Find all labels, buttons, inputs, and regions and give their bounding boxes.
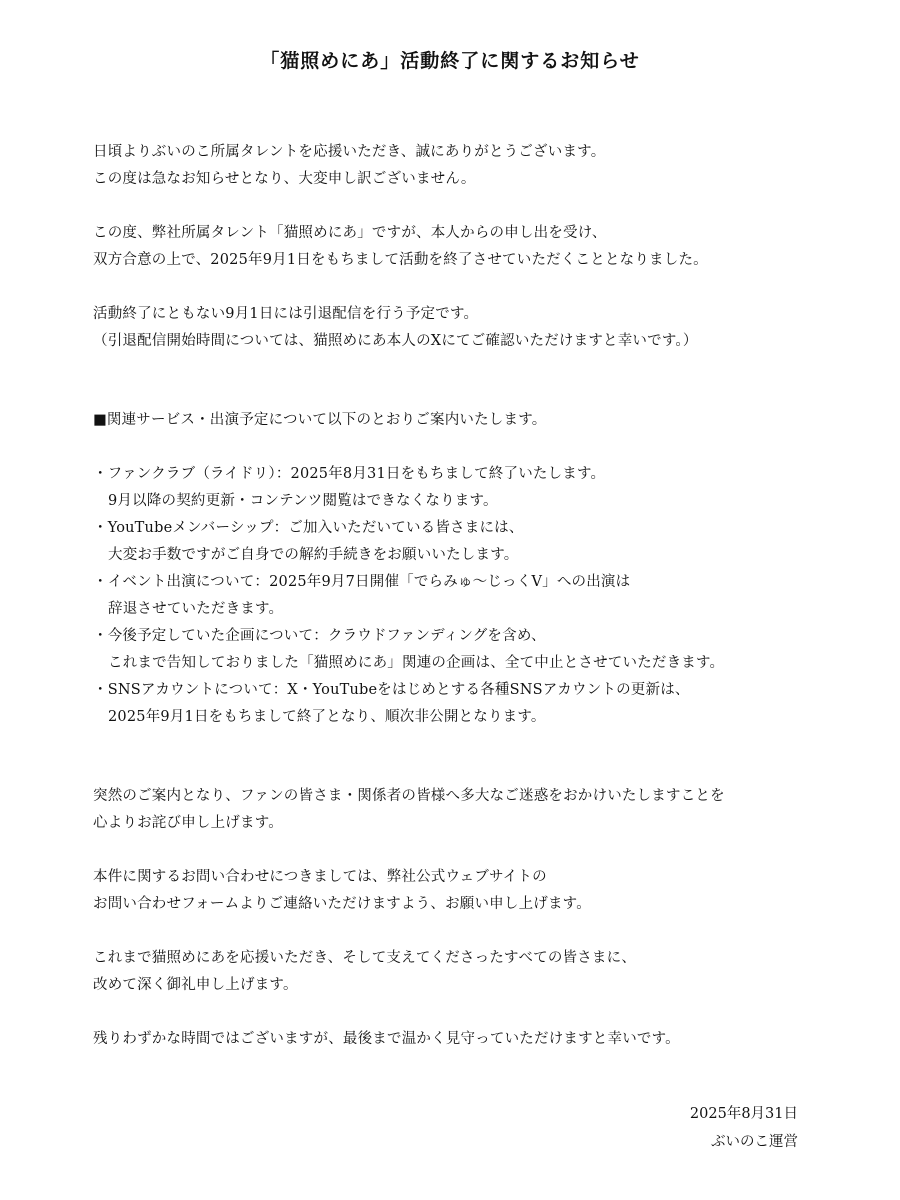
list-item <box>93 569 853 623</box>
list-item-title: ・YouTubeメンバーシップ：ご加入いただいている皆さまには、 <box>93 520 524 536</box>
signature-date: 2025年8月31日 <box>689 1106 798 1122</box>
text-line: 改めて深く御礼申し上げます。 <box>93 977 298 993</box>
closing-line: 残りわずかな時間ではございますが、最後まで温かく見守っていただけますと幸いです。 <box>93 1031 680 1047</box>
text-line: この度は急なお知らせとなり、大変申し訳ございません。 <box>93 171 476 187</box>
list-item <box>93 623 853 677</box>
retirement-stream-paragraph <box>93 301 853 355</box>
text-line: この度、弊社所属タレント「猫照めにあ」ですが、本人からの申し出を受け、 <box>93 225 607 241</box>
greeting-paragraph <box>93 139 853 193</box>
list-item-title: ・SNSアカウントについて：X・YouTubeをはじめとする各種SNSアカウントの更新は、 <box>93 682 690 698</box>
text-line: これまで猫照めにあを応援いただき、そして支えてくださったすべての皆さまに、 <box>93 950 637 966</box>
text-line: 突然のご案内となり、ファンの皆さま・関係者の皆様へ多大なご迷惑をおかけいたしますことを <box>93 788 725 804</box>
text-line: 本件に関するお問い合わせにつきましては、弊社公式ウェブサイトの <box>93 869 547 885</box>
inquiry-paragraph <box>93 864 853 918</box>
list-item <box>93 677 853 731</box>
signature-block <box>690 1100 798 1156</box>
thanks-paragraph <box>93 945 853 999</box>
services-heading: ■関連サービス・出演予定について以下のとおりご案内いたします。 <box>93 412 547 428</box>
list-item-title: ・イベント出演について：2025年9月7日開催「でらみゅ〜じっくV」への出演は <box>93 574 631 590</box>
text-line: 活動終了にともない9月1日には引退配信を行う予定です。 <box>93 306 479 322</box>
announcement-paragraph <box>93 220 853 274</box>
list-item-detail: これまで告知しておりました「猫照めにあ」関連の企画は、全て中止とさせていただきます。 <box>108 655 725 671</box>
list-item-detail: 大変お手数ですがご自身での解約手続きをお願いいたします。 <box>108 547 519 563</box>
signature-org: ぶいのこ運営 <box>711 1134 798 1150</box>
list-item-title: ・ファンクラブ（ライドリ）：2025年8月31日をもちまして終了いたします。 <box>93 466 606 482</box>
list-item-title: ・今後予定していた企画について：クラウドファンディングを含め、 <box>93 628 546 644</box>
list-item <box>93 515 853 569</box>
text-line: 心よりお詫び申し上げます。 <box>93 815 283 831</box>
page-title: 「猫照めにあ」活動終了に関するお知らせ <box>260 50 640 72</box>
services-list <box>93 461 853 731</box>
list-item <box>93 461 853 515</box>
text-line: お問い合わせフォームよりご連絡いただけますよう、お願い申し上げます。 <box>93 896 591 912</box>
list-item-detail: 2025年9月1日をもちまして終了となり、順次非公開となります。 <box>108 709 546 725</box>
text-line: 日頃よりぶいのこ所属タレントを応援いただき、誠にありがとうございます。 <box>93 144 606 160</box>
text-line: 双方合意の上で、2025年9月1日をもちまして活動を終了させていただくこととなりました。 <box>93 252 708 268</box>
text-line: （引退配信開始時間については、猫照めにあ本人のXにてご確認いただけますと幸いです。） <box>93 333 698 349</box>
apology-paragraph <box>93 783 853 837</box>
announcement-body <box>93 139 853 1053</box>
list-item-detail: 9月以降の契約更新・コンテンツ閲覧はできなくなります。 <box>108 493 498 509</box>
list-item-detail: 辞退させていただきます。 <box>108 601 284 617</box>
